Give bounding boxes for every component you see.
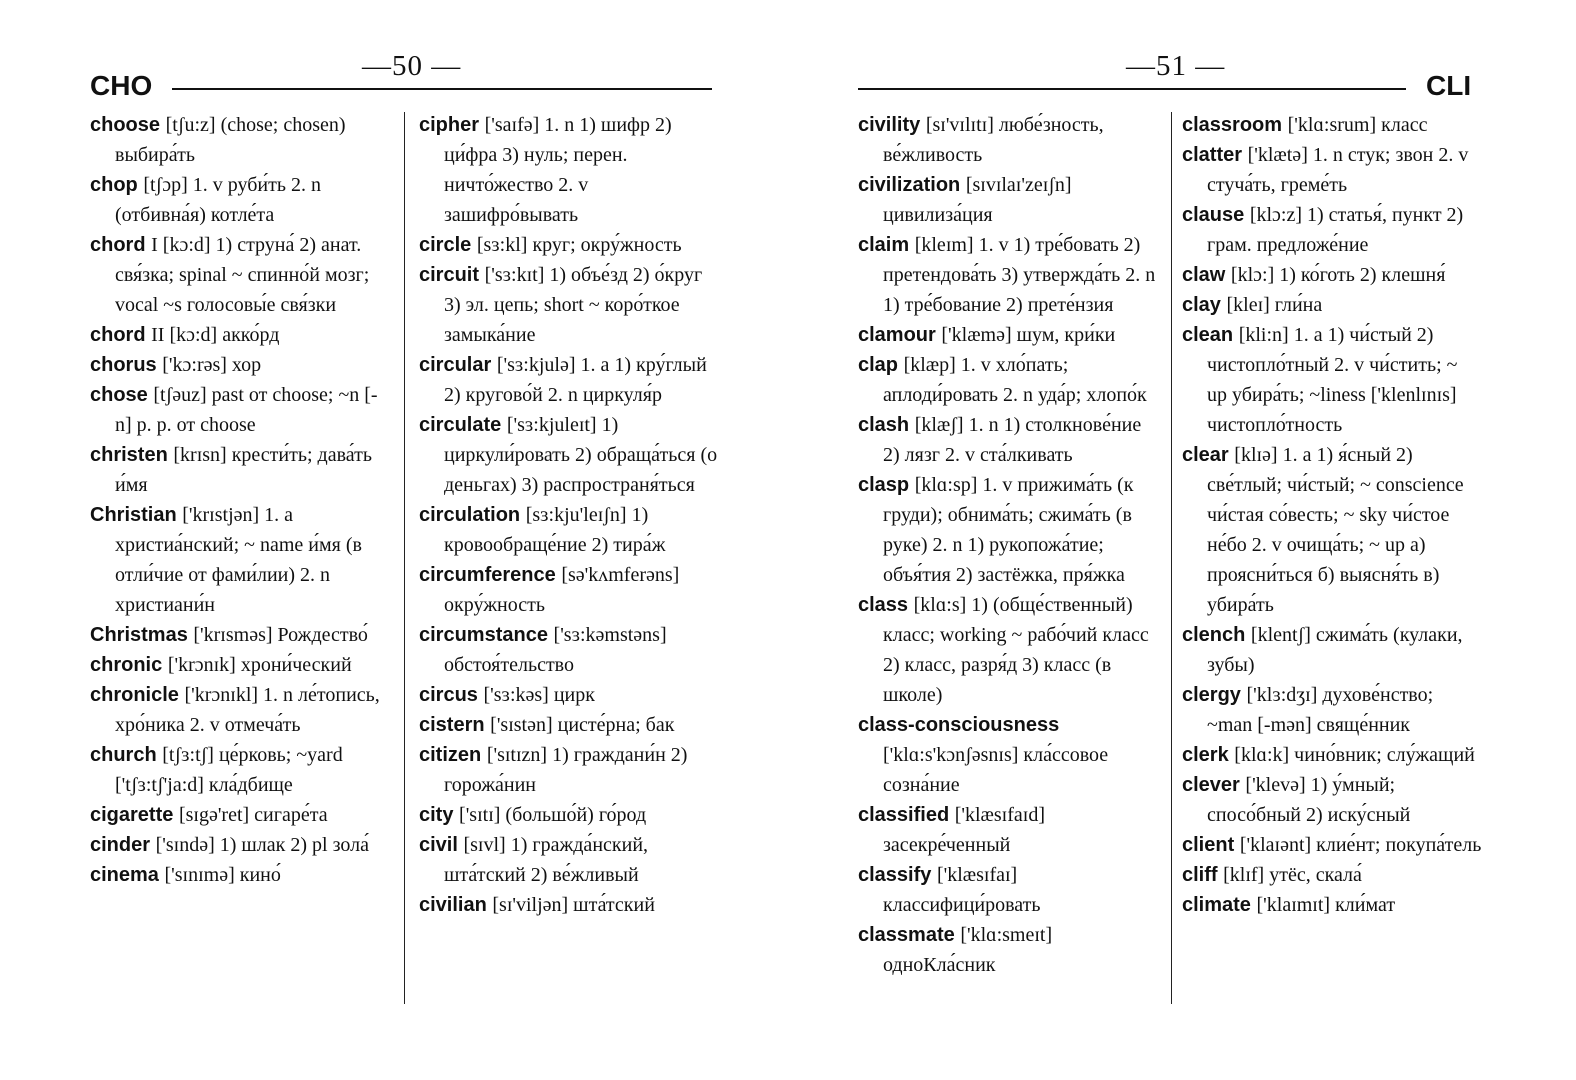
entry-headword: cigarette	[90, 804, 174, 826]
entry-definition: ['krɪsməs] Рождество́	[193, 624, 368, 646]
dictionary-entry	[1182, 770, 1482, 830]
dictionary-entry	[858, 170, 1158, 230]
dictionary-entry	[419, 830, 719, 890]
dictionary-entry	[419, 710, 719, 740]
entry-headword: chronic	[90, 654, 163, 676]
entry-definition: [klæp] 1. v хло́пать; аплоди́ровать 2. n уда́р; хлопо́к	[883, 354, 1147, 406]
entry-headword: clerk	[1182, 744, 1229, 766]
entry-definition: [sɪ'vɪlɪtɪ] любе́зность, ве́жливость	[883, 114, 1104, 166]
entry-headword: circuit	[419, 264, 480, 286]
dictionary-entry	[858, 800, 1158, 860]
entry-definition: ['klæmə] шум, кри́ки	[941, 324, 1116, 346]
dictionary-entry	[858, 470, 1158, 590]
entry-headword: clasp	[858, 474, 910, 496]
entry-definition: [klɑ:s] 1) (обще́ственный) класс; working ~ рабо́чий класс 2) класс, разря́д 3) класс (в школе)	[883, 594, 1149, 706]
entry-definition: [sɪgə'ret] сигаре́та	[178, 804, 328, 826]
dictionary-entry	[90, 860, 390, 890]
entry-definition: [klɔ:z] 1) статья́, пункт 2) грам. предложе́ние	[1207, 204, 1464, 256]
entry-headword: cipher	[419, 114, 480, 136]
dictionary-entry	[1182, 110, 1482, 140]
entry-headword: client	[1182, 834, 1235, 856]
entry-headword: civility	[858, 114, 921, 136]
dictionary-entry	[1182, 680, 1482, 740]
entry-definition: [sɪvɪlaɪ'zeɪʃn] цивилиза́ция	[883, 174, 1072, 226]
dictionary-entry	[419, 410, 719, 500]
entry-definition: ['krɪstjən] 1. a христиа́нский; ~ name и́мя (в отли́чие от фами́лии) 2. n христиани́н	[115, 504, 362, 616]
entry-headword: circumstance	[419, 624, 548, 646]
entry-definition: ['klɑ:smeɪt] одноКла́сник	[883, 924, 1053, 976]
dictionary-entry	[858, 320, 1158, 350]
entry-headword: cliff	[1182, 864, 1218, 886]
dictionary-entry	[90, 740, 390, 800]
entry-headword: clergy	[1182, 684, 1241, 706]
dictionary-entry	[1182, 320, 1482, 440]
entry-headword: claw	[1182, 264, 1226, 286]
entry-headword: circulate	[419, 414, 502, 436]
dictionary-entry	[858, 590, 1158, 710]
entry-definition: ['sɜ:kjuleɪt] 1) циркули́ровать 2) обраща́ться (о деньгах) 3) распространя́ться	[444, 414, 718, 496]
dictionary-entry	[419, 890, 719, 920]
column-1	[90, 110, 390, 890]
entry-headword: circular	[419, 354, 492, 376]
header-rule	[858, 88, 1406, 90]
entry-headword: cinder	[90, 834, 151, 856]
entry-definition: [krɪsn] крести́ть; дава́ть и́мя	[115, 444, 372, 496]
entry-headword: circumference	[419, 564, 556, 586]
entry-definition: ['krɔnɪk] хрони́ческий	[167, 654, 352, 676]
dictionary-entry	[90, 170, 390, 230]
entry-definition: ['sɜ:kəs] цирк	[483, 684, 595, 706]
dictionary-entry	[1182, 140, 1482, 200]
entry-definition: ['sɜ:kəmstəns] обстоя́тельство	[444, 624, 667, 676]
dictionary-entry	[90, 440, 390, 500]
entry-definition: [klɑ:k] чино́вник; слу́жащий	[1234, 744, 1475, 766]
entry-headword: cinema	[90, 864, 159, 886]
entry-definition: ['klaɪmɪt] кли́мат	[1256, 894, 1396, 916]
dictionary-entry	[1182, 890, 1482, 920]
entry-headword: circle	[419, 234, 472, 256]
entry-headword: chorus	[90, 354, 157, 376]
entry-definition: [sɜ:kl] круг; окру́жность	[476, 234, 682, 256]
dictionary-entry	[419, 680, 719, 710]
entry-headword: clamour	[858, 324, 936, 346]
entry-headword: classmate	[858, 924, 955, 946]
entry-definition: ['sɪstən] цисте́рна; бак	[490, 714, 675, 736]
entry-headword: chord	[90, 324, 146, 346]
entry-headword: classified	[858, 804, 950, 826]
dictionary-entry	[90, 830, 390, 860]
entry-definition: [sɜ:kju'leɪʃn] 1) кровообраще́ние 2) тира́ж	[444, 504, 666, 556]
entry-definition: [sə'kʌmferəns] окру́жность	[444, 564, 680, 616]
column-2	[419, 110, 719, 920]
dictionary-entry	[1182, 830, 1482, 860]
dictionary-entry	[419, 740, 719, 800]
entry-headword: circulation	[419, 504, 521, 526]
entry-definition: ['klæsɪfaɪd] засекре́ченный	[883, 804, 1045, 856]
dictionary-entry	[419, 350, 719, 410]
dictionary-entry	[419, 110, 719, 230]
entry-headword: chose	[90, 384, 148, 406]
dictionary-entry	[90, 230, 390, 320]
dictionary-entry	[858, 110, 1158, 170]
dictionary-entry	[90, 380, 390, 440]
entry-headword: church	[90, 744, 157, 766]
entry-headword: clean	[1182, 324, 1234, 346]
dictionary-entry	[419, 560, 719, 620]
dictionary-entry	[419, 500, 719, 560]
entry-definition: ['sɪtɪzn] 1) граждани́н 2) горожа́нин	[444, 744, 688, 796]
entry-headword: class-consciousness	[858, 714, 1060, 736]
entry-headword: climate	[1182, 894, 1251, 916]
entry-definition: ['sɪndə] 1) шлак 2) pl зола́	[155, 834, 369, 856]
entry-definition: [sɪ'viljən] шта́тский	[492, 894, 655, 916]
entry-definition: [klentʃ] сжима́ть (кулаки, зубы)	[1207, 624, 1463, 676]
entry-headword: chord	[90, 234, 146, 256]
entry-definition: ['klɑ:s'kɔnʃəsnɪs] кла́ссовое созна́ние	[883, 744, 1109, 796]
entry-headword: Christmas	[90, 624, 188, 646]
entry-definition: [klæʃ] 1. n 1) столкнове́ние 2) лязг 2. v ста́лкивать	[883, 414, 1142, 466]
dictionary-entry	[90, 800, 390, 830]
column-divider	[1171, 112, 1172, 1004]
dictionary-entry	[1182, 260, 1482, 290]
page-number: —50 —	[362, 50, 462, 82]
column-divider	[404, 112, 405, 1004]
entry-headword: city	[419, 804, 454, 826]
entry-definition: ['krɔnɪkl] 1. n ле́топись, хро́ника 2. v отмеча́ть	[115, 684, 380, 736]
guide-word: CHO	[90, 70, 153, 101]
dictionary-entry	[90, 620, 390, 650]
entry-definition: ['klaɪənt] клие́нт; покупа́тель	[1239, 834, 1482, 856]
entry-definition: ['sɪtɪ] (большо́й) го́род	[459, 804, 647, 826]
column-2	[1182, 110, 1482, 920]
dictionary-entry	[419, 800, 719, 830]
entry-headword: clause	[1182, 204, 1245, 226]
dictionary-entry	[90, 320, 390, 350]
entry-definition: [tʃu:z] (chose; chosen) выбира́ть	[115, 114, 346, 166]
entry-definition: [tʃəuz] past от choose; ~n [-n] p. p. от choose	[115, 384, 378, 436]
dictionary-entry	[419, 260, 719, 350]
entry-headword: clever	[1182, 774, 1240, 796]
entry-headword: citizen	[419, 744, 482, 766]
entry-definition: [sɪvl] 1) гражда́нский, шта́тский 2) ве́жливый	[444, 834, 649, 886]
entry-headword: choose	[90, 114, 161, 136]
page-number: —51 —	[1126, 50, 1226, 82]
entry-definition: ['klevə] 1) у́мный; спосо́бный 2) иску́сный	[1207, 774, 1411, 826]
entry-headword: cistern	[419, 714, 485, 736]
entry-headword: clay	[1182, 294, 1221, 316]
entry-definition: ['klætə] 1. n стук; звон 2. v стуча́ть, греме́ть	[1207, 144, 1469, 196]
dictionary-entry	[90, 110, 390, 170]
entry-headword: christen	[90, 444, 168, 466]
dictionary-entry	[419, 620, 719, 680]
dictionary-entry	[858, 230, 1158, 320]
entry-definition: [klɪf] утёс, скала́	[1223, 864, 1362, 886]
entry-headword: clench	[1182, 624, 1246, 646]
dictionary-entry	[1182, 290, 1482, 320]
entry-definition: [tʃɔp] 1. v руби́ть 2. n (отбивна́я) котле́та	[115, 174, 321, 226]
entry-definition: ['klɜ:dʒɪ] духове́нство; ~man [-mən] свяще́нник	[1207, 684, 1434, 736]
entry-headword: civil	[419, 834, 458, 856]
dictionary-entry	[1182, 200, 1482, 260]
entry-definition: ['sɜ:kɪt] 1) объе́зд 2) о́круг 3) эл. цепь; short ~ коро́ткое замыка́ние	[444, 264, 703, 346]
entry-definition: II [kɔ:d] акко́рд	[151, 324, 280, 346]
dictionary-entry	[419, 230, 719, 260]
right-page	[788, 0, 1576, 1080]
entry-definition: [klɪə] 1. a 1) я́сный 2) све́тлый; чи́стый; ~ conscience чи́стая со́весть; ~ sky чи́стое не́бо 2. v очища́ть; ~ up а) проясни́ться б) выясня́ть в) убира́ть	[1207, 444, 1464, 616]
entry-definition: [klɔ:] 1) ко́готь 2) клешня́	[1230, 264, 1446, 286]
entry-headword: circus	[419, 684, 478, 706]
dictionary-entry	[858, 710, 1158, 800]
entry-definition: ['kɔ:rəs] хор	[162, 354, 262, 376]
dictionary-entry	[90, 680, 390, 740]
dictionary-entry	[1182, 740, 1482, 770]
entry-definition: ['klɑ:srum] класс	[1287, 114, 1428, 136]
entry-headword: claim	[858, 234, 910, 256]
entry-definition: ['sɜ:kjulə] 1. a 1) кру́глый 2) кругово́й 2. n циркуля́р	[444, 354, 707, 406]
entry-definition: ['sɪnɪmə] кино́	[164, 864, 281, 886]
dictionary-entry	[90, 500, 390, 620]
dictionary-entry	[858, 920, 1158, 980]
entry-headword: clap	[858, 354, 899, 376]
entry-definition: [klɑ:sp] 1. v прижима́ть (к груди); обнима́ть; сжима́ть (в руке) 2. n 1) рукопожа́тие; объя́тия 2) застёжка, пря́жка	[883, 474, 1134, 586]
header-rule	[172, 88, 712, 90]
dictionary-entry	[858, 860, 1158, 920]
dictionary-entry	[90, 650, 390, 680]
entry-headword: civilian	[419, 894, 487, 916]
entry-headword: class	[858, 594, 909, 616]
dictionary-entry	[858, 350, 1158, 410]
guide-word: CLI	[1426, 70, 1472, 101]
entry-definition: [tʃɜ:tʃ] це́рковь; ~yard ['tʃɜ:tʃ'ja:d] кла́дбище	[115, 744, 343, 796]
entry-definition: ['klæsɪfaɪ] классифици́ровать	[883, 864, 1041, 916]
dictionary-entry	[90, 350, 390, 380]
dictionary-entry	[1182, 860, 1482, 890]
entry-headword: clatter	[1182, 144, 1243, 166]
entry-definition: ['saɪfə] 1. n 1) шифр 2) ци́фра 3) нуль; перен. ничто́жество 2. v зашифро́вывать	[444, 114, 672, 226]
entry-headword: chop	[90, 174, 138, 196]
entry-headword: civilization	[858, 174, 961, 196]
column-1	[858, 110, 1158, 980]
dictionary-entry	[858, 410, 1158, 470]
dictionary-entry	[1182, 440, 1482, 620]
dictionary-entry	[1182, 620, 1482, 680]
entry-definition: [kli:n] 1. a 1) чи́стый 2) чистопло́тный 2. v чи́стить; ~ up убира́ть; ~liness ['klenlɪnɪs] чистопло́тность	[1207, 324, 1458, 436]
entry-definition: [kleɪm] 1. v 1) тре́бовать 2) претендова́ть 3) утвержда́ть 2. n 1) тре́бование 2) прете́нзия	[883, 234, 1156, 316]
entry-headword: classify	[858, 864, 932, 886]
entry-headword: chronicle	[90, 684, 179, 706]
entry-definition: [kleɪ] гли́на	[1226, 294, 1323, 316]
entry-definition: I [kɔ:d] 1) струна́ 2) анат. свя́зка; spinal ~ спинно́й мозг; vocal ~s голосовы́е свя́зки	[115, 234, 370, 316]
entry-headword: Christian	[90, 504, 177, 526]
entry-headword: clear	[1182, 444, 1229, 466]
entry-headword: clash	[858, 414, 910, 436]
entry-headword: classroom	[1182, 114, 1283, 136]
